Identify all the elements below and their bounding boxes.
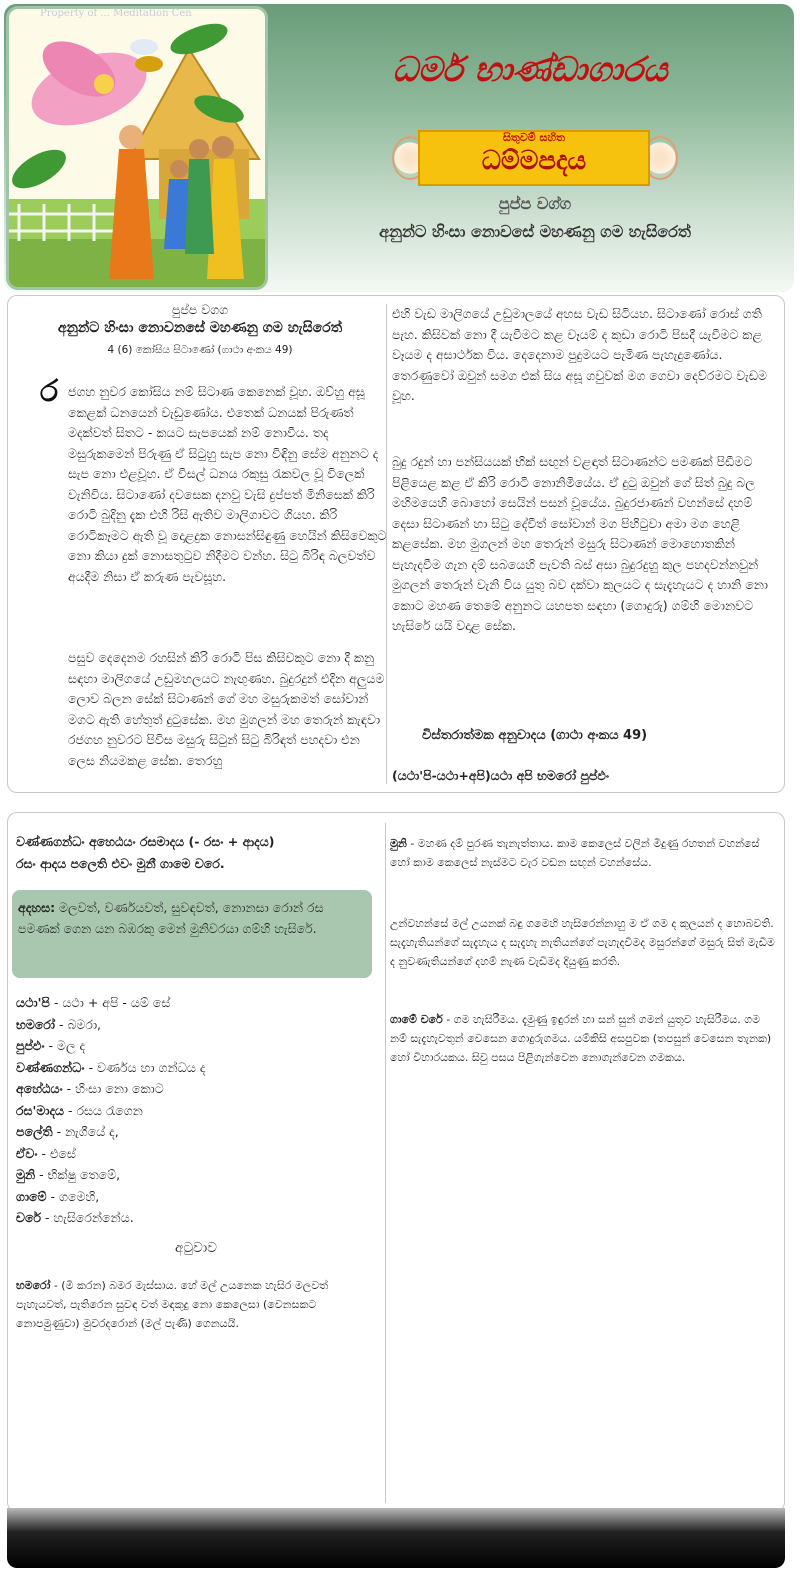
glossary-definition: - රසය රැගෙන (64, 1102, 143, 1118)
glossary-definition: - ගමෙහි, (46, 1188, 100, 1204)
game-paragraph (390, 1010, 780, 1067)
story-paragraph-1 (68, 382, 388, 587)
glossary-term: භමරෝ (16, 1016, 56, 1032)
story-paragraph-2: පසුව දෙදෙනම රහසින් කිරි රොටි පිස කිසිවකුට නො දී කනු සඳහා මාලිගයේ උඩුමහලයට නැඟුණහ. බුදුරදුන් එදින අලුයම ලොව බලන සේක් සිටාණන් ගේ මහ මසුරුකමත් සෝවාන් මගට ඇති හේතුත් දුටුසේක. මහ මුගලන් මහ තෙරුන් කැඳවා රජගහ නුවරට පිවිස මසුරු සිටුන් සිටු බිරිඳත් පහදවා එන ලෙස නියමකළ සේක. තෙරහු (68, 650, 385, 768)
chapter-name: පුප්ප වග්ග (498, 194, 572, 213)
glossary-term: මුනි (16, 1167, 36, 1182)
story-paragraph-4: බුදු රදුන් හා පන්සියයක් භික් සඟුන් වළඳාත් සිටාණන්ට පමණක් පිඩීමට පිළියෙළ කළ ඒ කිරි රොටි නොනිමියේය. ඒ දුටු ඔවුන් ගේ සිත් බුදු බල මහිමයෙහි බොහෝ සෙයින් පසන් වූයේය. බුදුරජාණන් වහන්සේ දහම් දෙසා සිටාණන් හා සිටු දේවීත් සෝවාන් මග පිහිටුවා අමා මග හෙළි කළසේක. මහ මුගලන් මහ තෙරුන් මසුරු සිටාණන් මොහොතකින් පැහැදවීම ගැන දම් සබයෙහි පැවති බස් අසා බුදුරදුහු කුල පහදවන්නවුන් මුගලන් තෙරුන් වැනි විය යුතු බව දක්වා කුලයට ද සැදැහැයට ද හානි නො කොට මහණ තෙමේ අනුනට යහපත සඳහා (ගොදුරු) ගම්හි මොනවට හැසිරේ යයි වදාළ සේක. (392, 454, 768, 633)
muni-text: - මහණ දම් පුරණ තැනැත්තාය. කාම කෙලෙස් වලින් මිදුණු රහතන් වහන්සේ හෝ කාම කෙලෙස් නැස්මට වැර වඩන සඟුන් වහන්සේය. (390, 837, 760, 869)
footer-bar (7, 1508, 785, 1568)
illustration-buddha-offering (6, 6, 268, 290)
meaning-text: මලවත්, වර්ණයවත්, සුවඳවත්, නොනසා රොන් රස පමණක් ගෙන යන බඹරකු මෙන් මුනිවරයා ගම්හි හැසිරේ. (18, 900, 324, 936)
glossary-item (16, 1078, 376, 1100)
badge-subtitle: සිතුවම් සහිත (503, 131, 565, 144)
meaning-label: අදහස: (18, 900, 56, 915)
glossary-item (16, 1186, 376, 1208)
glossary-term: අහේඨයං (16, 1081, 63, 1096)
game-text: - ගම හැසිරීමය. දැමුණු ඉඳුරන් හා සන් සුන් ගමන් යුතුව හැසිරීමය. ගම නම් සැදැහැවතුන් වෙසෙන ගොදුරුගමය. යම්කිසි අසපුවක (තපසුන් වෙසෙන තැනක) හෝ විහාරයකය. සිවු පසය පිළිගැන්වෙන නොගැන්වෙන ගමකය. (390, 1013, 772, 1064)
glossary-term: පලේති (16, 1124, 53, 1139)
glossary-item (16, 1057, 376, 1079)
explanation-heading: විස්තරාත්මක අනුවාදය (ගාථා අංකය 49) (422, 728, 648, 743)
story-reference: 4 (6) කෝසිය සිටාණෝ (ගාථා අංකය 49) (107, 344, 293, 356)
illustration-art (9, 9, 268, 290)
glossary-definition: - නැගීයේ ද, (52, 1124, 119, 1139)
commentary-heading: අටුවාව (175, 1240, 217, 1256)
story-title: අනුන්ට හිංසා නොවනසේ මහණනු ගම හැසිරෙත් (57, 320, 343, 336)
commentary-paragraph (16, 1276, 376, 1333)
glossary-item (16, 1100, 376, 1122)
word-split-line: (යථා'පි-යථා+අපි)යථා අපි භමරෝ පුප්ඵං (392, 768, 610, 783)
glossary-definition: - බමරා, (55, 1016, 102, 1032)
glossary-item (16, 992, 376, 1014)
column-divider-2 (385, 823, 386, 1503)
drop-cap: ර (40, 374, 59, 409)
verse-meaning-box (12, 890, 372, 978)
story-paragraph-1-text: ජගහ නුවර කෝසිය නම් සිටාණ කෙනෙක් වූහ. ඔව්හු අසූ කෙළක් ධනයෙන් වැඩුණෝය. එතෙක් ධනයක් පිරුණත් මදක්වත් සිතට - කයට සැපයෙක් නම් නොවීය. තද මසුරුකමෙන් පිරුණු ඒ සිටුහු සැප නො විඳිනු සේම අනුනට ද සැප නො එළවූහ. ඒ විසල් ධනය රකුසු රැකවල වූ විලෙක් වැනිවිය. සිටාණෝ දවසෙක දනවු වැසි දුප්පත් මිනිසෙක් කිරි රොටි බුදිනු දැක එහි රිසි ඇතිව මාලිගාවට ගියහ. කිරි රොටිකෑමට ඇති වූ දොළදුක නොසන්සිඳුණු හෙයින් කිසිවෙකුට නො කියා දුක් නොසතුටුව නිදීමට වන්හ. සිටු බිරිඳ බලවත්ව අයදීම නිසා ඒ කරුණ පැවසූහ. (68, 384, 387, 584)
glossary-item (16, 1014, 376, 1036)
glossary-item (16, 1121, 376, 1143)
muni-term: මුනි (390, 837, 407, 850)
commentary-text: - (මී කරන) බමර මැස්සාය. හේ මල් උයනෙක හැසිර මලවත් පැහැයවත්, පැතිරෙන සුවඳ වත් මඳකුදු නො කෙලෙසා (වෙනසකට නොපමුණුවා) මුවරදරොන් (මල් පැණි) ගෙනයයි. (16, 1279, 329, 1330)
glossary-definition: - මල ද (44, 1038, 86, 1053)
glossary-definition: - හිංසා නො කොට (62, 1081, 164, 1096)
village-paragraph: උන්වහන්සේ මල් උයනක් බඳු ගමෙහි හැසිරෙන්නාහු ම ඒ ගම ද කුලයන් ද හොබවති. සැදැහැතියන්ගේ සැදැහැය ද සැදැහැ නැතියන්ගේ පැහැදවීමද මසුරන්ගේ මසුරු සිත් මැඩීම ද නුවණැතියන්ගේ දහම් නැණ වැඩීමද දියුණු කරති. (390, 917, 775, 968)
watermark-text: Property of ... Meditation Cen (40, 8, 192, 19)
pali-verse-line-1: වණ්ණගන්ධං අහෙඨයං රසමාදය (- රසං + ආදය) (16, 834, 275, 849)
muni-paragraph (390, 834, 780, 872)
story-paragraph-3: එහි වැඩ මාලිගයේ උඩුමාලයේ අහස වැඩ සිටියහ. සිටාණෝ රොස් ගති පැහ. කිසිවක් නො දී යැවීමට කළ වෑයම් ද කුඩා රොටි පිසදී යැවීමට කළ වෑයම ද අසාර්ථක විය. දෙදෙනාම පුදුමයට පැමිණ පැහැදුණෝය. තෙරණුවෝ ඔවුන් සමග එක් සිය අසූ ගවුවක් මග ගෙවා දෙව්රමට වැඩම වූහ. (392, 306, 768, 403)
story-heading: අනුන්ට හිංසා නොවසේ මහණනු ගම හැසිරෙත් (379, 222, 691, 241)
pali-verse-line-2: රසං ආදය පලෙති එවං මුනී ගාමෙ චරෙ. (16, 856, 225, 871)
glossary-term: පුප්ඵං (16, 1038, 45, 1053)
glossary-item (16, 1207, 376, 1229)
commentary-term: භමරෝ (16, 1279, 51, 1292)
glossary-definition: - යථා + අපි - යම් සේ (49, 995, 171, 1010)
glossary-definition: - වර්ණය හා ගන්ධය ද (84, 1059, 206, 1075)
glossary-list (16, 992, 376, 1229)
glossary-item (16, 1164, 376, 1186)
game-term: ගාමේ චරේ (390, 1013, 443, 1026)
glossary-term: ඒවං (16, 1145, 38, 1161)
glossary-definition: - එසේ (37, 1145, 76, 1161)
glossary-definition: - භික්ෂු තෙමේ, (35, 1167, 121, 1182)
glossary-item (16, 1035, 376, 1057)
glossary-term: ගාමේ (16, 1188, 47, 1204)
story-vagga: පුප්ප වගග (171, 302, 229, 317)
glossary-term: වණ්ණගන්ධං (16, 1059, 85, 1075)
glossary-definition: - හැසිරෙන්නේය. (41, 1210, 134, 1225)
glossary-term: චරේ (16, 1210, 42, 1225)
glossary-term: රස'මාදය (16, 1102, 65, 1118)
site-title: ධර්ම භාණ්ඩාගාරය (392, 50, 668, 90)
glossary-item (16, 1143, 376, 1165)
badge-title: ධම්මපදය (481, 146, 587, 176)
glossary-term: යථා'පි (16, 995, 50, 1010)
